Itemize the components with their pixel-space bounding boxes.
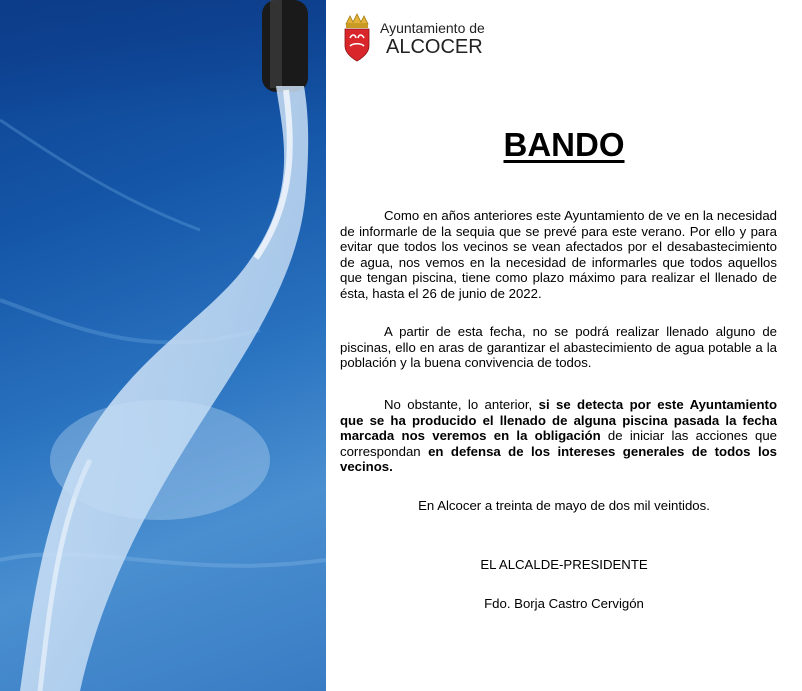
pool-filling-photo bbox=[0, 0, 326, 691]
closing-line: En Alcocer a treinta de mayo de dos mil veintidos. bbox=[418, 498, 710, 513]
paragraph-1-text: Como en años anteriores este Ayuntamiento de ve en la necesidad de informarle de la sequia que se prevé para este verano. Por ello y para evitar que todos los vecinos se vean afectados por el desabastecimiento de agua, nos vemos en la necesidad de informarles que todos aquellos que tengan piscina, tiene como plazo máximo para realizar el llenado de ésta, hasta el 26 de junio de 2022. bbox=[340, 208, 777, 301]
letterhead-line1: Ayuntamiento de bbox=[380, 20, 485, 36]
signature-name: Fdo. Borja Castro Cervigón bbox=[484, 596, 644, 611]
signature-title: EL ALCALDE-PRESIDENTE bbox=[480, 557, 648, 572]
paragraph-3-bold1: si se detecta por este Ayuntamiento que se ha producido el llenado de alguna piscina pasada la fecha marcada nos veremos en la obligación bbox=[340, 397, 777, 444]
paragraph-3-part2: de iniciar las acciones que correspondan bbox=[340, 428, 777, 459]
water-stream bbox=[20, 86, 308, 691]
pool-water-image bbox=[0, 0, 326, 691]
letterhead-line2: ALCOCER bbox=[386, 36, 483, 59]
paragraph-2-text: A partir de esta fecha, no se podrá realizar llenado alguno de piscinas, ello en aras de garantizar el abastecimiento de agua potable a la población y la buena convivencia de todos. bbox=[340, 324, 777, 371]
paragraph-3-bold2: en defensa de los intereses generales de todos los vecinos. bbox=[340, 443, 778, 475]
document-title: BANDO bbox=[503, 126, 625, 163]
letterhead bbox=[342, 12, 485, 62]
paragraph-1 bbox=[340, 208, 777, 302]
coat-of-arms-icon bbox=[342, 12, 372, 62]
paragraph-3 bbox=[340, 397, 777, 475]
paragraph-3-part1: No obstante, lo anterior, bbox=[384, 397, 539, 412]
paragraph-2 bbox=[340, 324, 777, 371]
document-page bbox=[326, 0, 802, 691]
hose bbox=[262, 0, 308, 92]
